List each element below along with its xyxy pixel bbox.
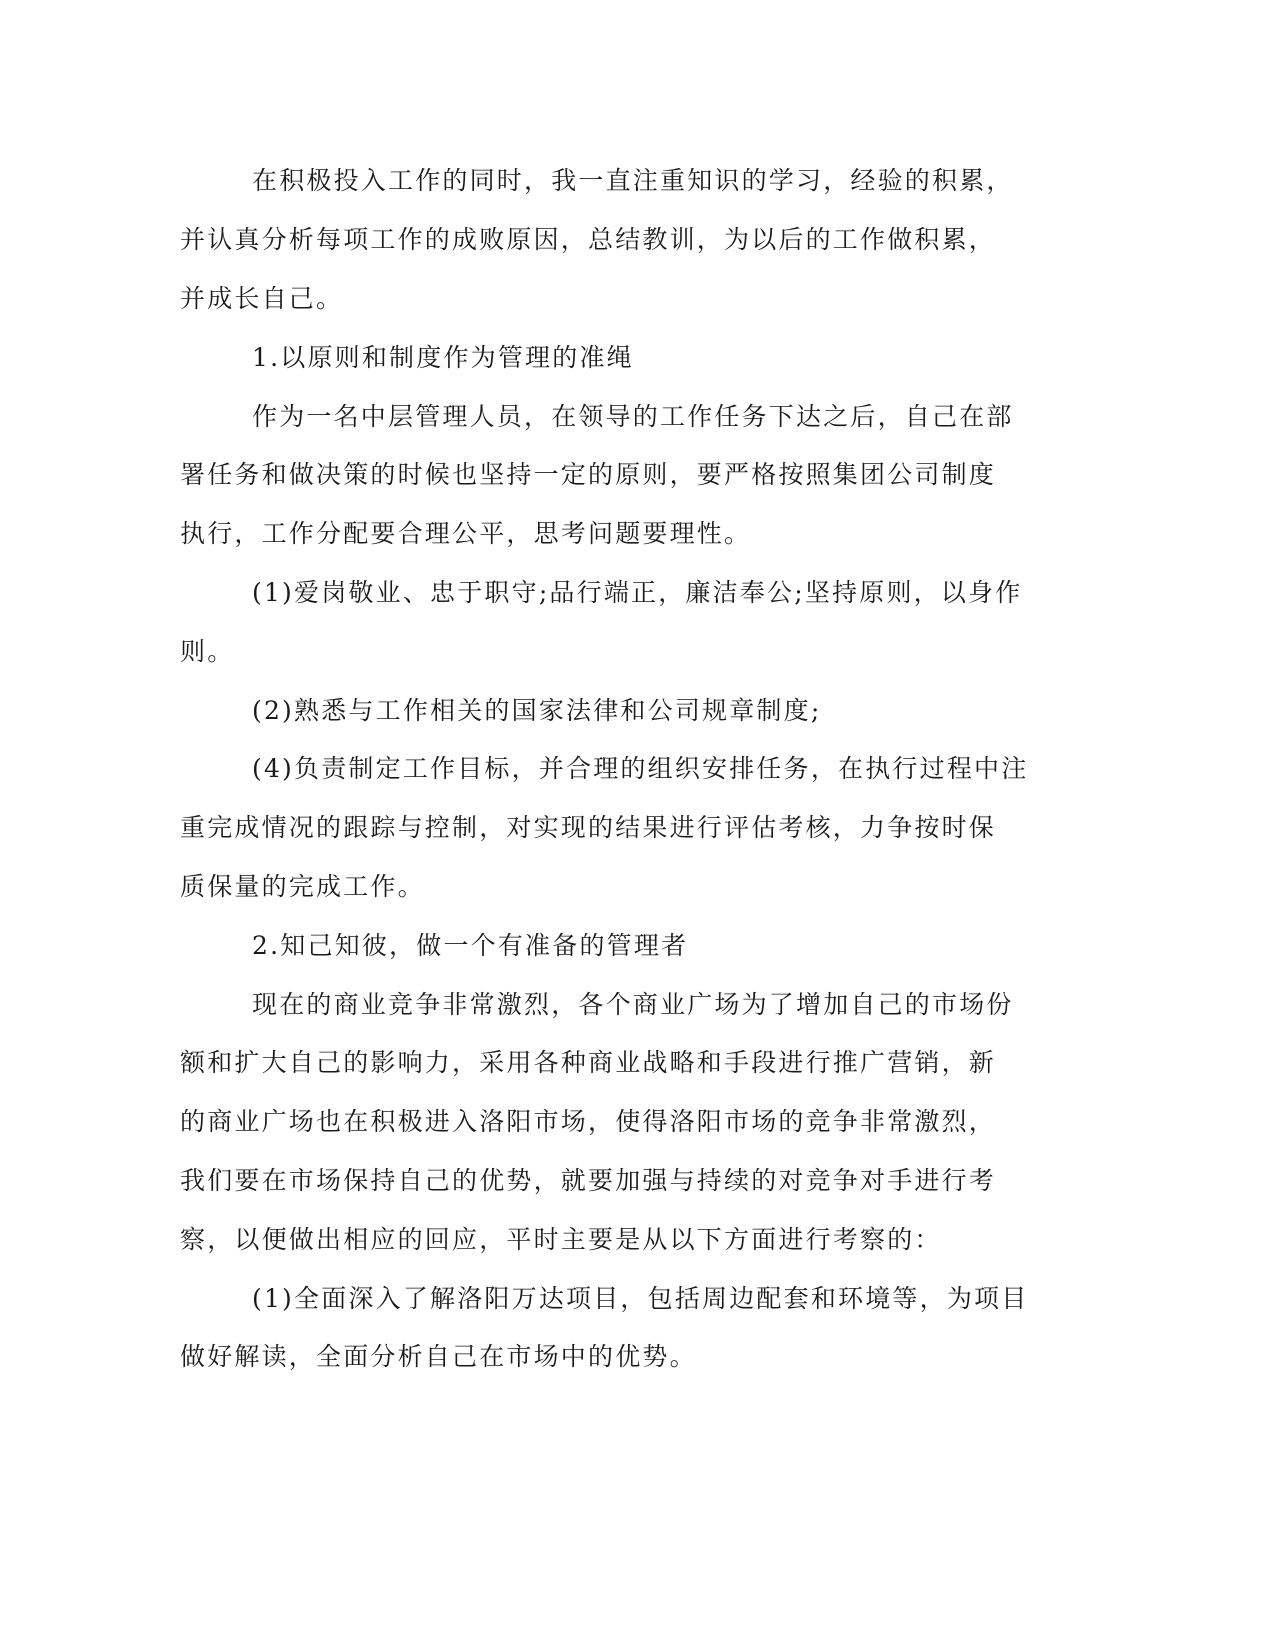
section-heading: 1.以原则和制度作为管理的准绳 (252, 343, 634, 372)
text-line: 重完成情况的跟踪与控制，对实现的结果进行评估考核，力争按时保 (180, 813, 997, 842)
text-line: 在积极投入工作的同时，我一直注重知识的学习，经验的积累， (252, 166, 1014, 195)
text-line: 则。 (180, 637, 235, 666)
text-line: 现在的商业竞争非常激烈，各个商业广场为了增加自己的市场份 (252, 990, 1014, 1019)
list-item: (1)爱岗敬业、忠于职守;品行端正，廉洁奉公;坚持原则，以身作 (252, 578, 1023, 607)
list-item: (2)熟悉与工作相关的国家法律和公司规章制度; (252, 696, 822, 725)
text-line: 做好解读，全面分析自己在市场中的优势。 (180, 1342, 697, 1371)
list-item: (4)负责制定工作目标，并合理的组织安排任务，在执行过程中注 (252, 754, 1029, 783)
text-line: 作为一名中层管理人员，在领导的工作任务下达之后，自己在部 (252, 402, 1014, 431)
text-line: 的商业广场也在积极进入洛阳市场，使得洛阳市场的竞争非常激烈， (180, 1107, 997, 1136)
text-line: 额和扩大自己的影响力，采用各种商业战略和手段进行推广营销，新 (180, 1048, 997, 1077)
text-line: 并认真分析每项工作的成败原因，总结教训，为以后的工作做积累， (180, 225, 997, 254)
text-line: 察，以便做出相应的回应，平时主要是从以下方面进行考察的： (180, 1225, 942, 1254)
text-line: 署任务和做决策的时候也坚持一定的原则，要严格按照集团公司制度 (180, 460, 997, 489)
text-line: 质保量的完成工作。 (180, 872, 425, 901)
list-item: (1)全面深入了解洛阳万达项目，包括周边配套和环境等，为项目 (252, 1284, 1029, 1313)
text-line: 执行，工作分配要合理公平，思考问题要理性。 (180, 519, 752, 548)
text-line: 我们要在市场保持自己的优势，就要加强与持续的对竞争对手进行考 (180, 1166, 997, 1195)
section-heading: 2.知己知彼，做一个有准备的管理者 (252, 931, 689, 960)
text-line: 并成长自己。 (180, 284, 344, 313)
